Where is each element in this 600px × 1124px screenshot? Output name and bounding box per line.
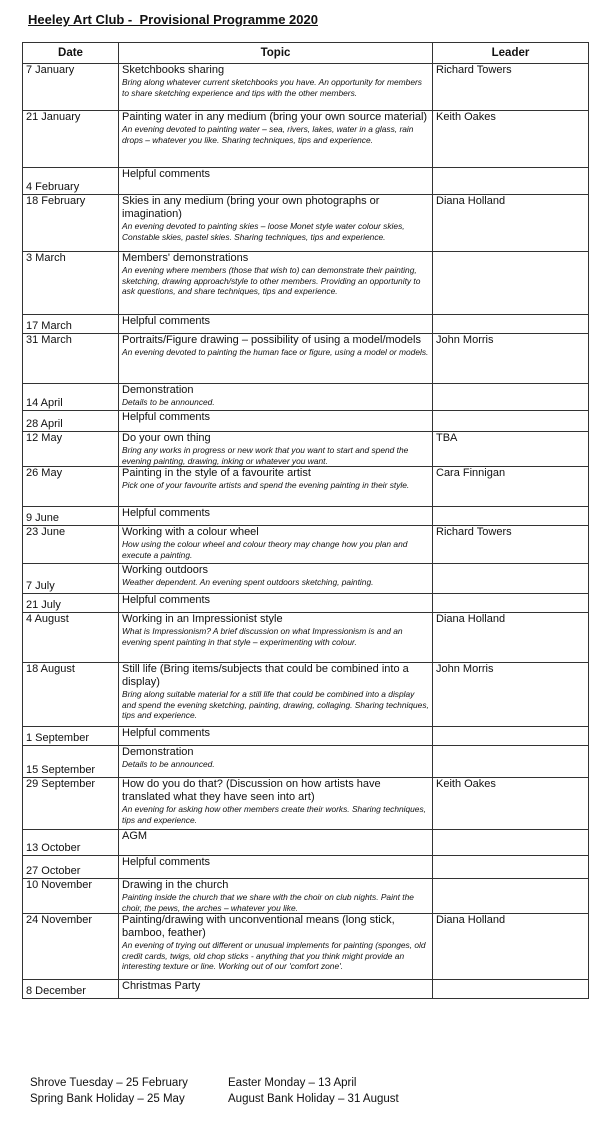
session-leader: John Morris xyxy=(433,334,589,384)
session-leader xyxy=(433,411,589,432)
topic-description: An evening for asking how other members create their works. Sharing techniques, tips and experience. xyxy=(122,804,426,825)
topic-title: Painting water in any medium (bring your own source material) xyxy=(122,111,428,123)
topic-title: Helpful comments xyxy=(122,507,211,519)
session-topic xyxy=(119,879,433,914)
session-date: 9 June xyxy=(23,507,119,526)
table-row xyxy=(23,195,589,252)
session-date: 1 September xyxy=(23,727,119,746)
session-leader xyxy=(433,252,589,315)
session-date: 12 May xyxy=(23,432,119,467)
session-leader xyxy=(433,980,589,999)
session-topic xyxy=(119,663,433,727)
topic-title: How do you do that? (Discussion on how artists have translated what they have seen into art) xyxy=(122,778,381,803)
session-leader xyxy=(433,727,589,746)
topic-title: Helpful comments xyxy=(122,411,211,423)
session-topic xyxy=(119,856,433,879)
topic-title: Demonstration xyxy=(122,746,194,758)
table-row xyxy=(23,64,589,111)
table-row xyxy=(23,334,589,384)
holiday-spring-bank: Spring Bank Holiday – 25 May xyxy=(30,1093,185,1105)
topic-title: Painting in the style of a favourite artist xyxy=(122,467,311,479)
topic-title: Members' demonstrations xyxy=(122,252,249,264)
topic-title: Portraits/Figure drawing – possibility of using a model/models xyxy=(122,334,421,346)
session-topic xyxy=(119,526,433,564)
topic-description: Pick one of your favourite artists and spend the evening painting in their style. xyxy=(122,480,410,490)
session-leader xyxy=(433,168,589,195)
leader-column-header: Leader xyxy=(433,43,589,64)
session-leader: John Morris xyxy=(433,663,589,727)
session-leader xyxy=(433,384,589,411)
session-topic xyxy=(119,613,433,663)
session-leader: Keith Oakes xyxy=(433,111,589,168)
page-title: Heeley Art Club - Provisional Programme 2020 xyxy=(28,12,318,27)
table-row xyxy=(23,384,589,411)
session-topic xyxy=(119,830,433,856)
topic-title: Still life (Bring items/subjects that could be combined into a display) xyxy=(122,663,409,688)
table-row xyxy=(23,663,589,727)
session-date: 4 February xyxy=(23,168,119,195)
table-row xyxy=(23,613,589,663)
topic-title: Skies in any medium (bring your own photographs or imagination) xyxy=(122,195,380,220)
topic-description: An evening devoted to painting water – sea, rivers, lakes, water in a glass, rain drops – whatever you like. Sharing techniques, tips and experience. xyxy=(122,124,414,145)
session-leader: Diana Holland xyxy=(433,613,589,663)
session-date: 21 July xyxy=(23,594,119,613)
session-topic xyxy=(119,727,433,746)
date-column-header: Date xyxy=(23,43,119,64)
table-row xyxy=(23,980,589,999)
table-row xyxy=(23,746,589,778)
topic-description: What is Impressionism? A brief discussion on what Impressionism is and an evening spent painting in that style – experimenting with colour. xyxy=(122,626,403,647)
session-leader xyxy=(433,315,589,334)
session-date: 13 October xyxy=(23,830,119,856)
session-date: 24 November xyxy=(23,914,119,980)
session-leader: Keith Oakes xyxy=(433,778,589,830)
topic-title: Demonstration xyxy=(122,384,194,396)
session-date: 3 March xyxy=(23,252,119,315)
session-leader xyxy=(433,879,589,914)
session-topic xyxy=(119,432,433,467)
topic-title: Drawing in the church xyxy=(122,879,229,891)
table-row xyxy=(23,432,589,467)
session-date: 15 September xyxy=(23,746,119,778)
session-date: 14 April xyxy=(23,384,119,411)
session-topic xyxy=(119,914,433,980)
topic-description: How using the colour wheel and colour theory may change how you plan and execute a painting. xyxy=(122,539,408,560)
topic-description: Painting inside the church that we share with the choir on club nights. Paint the choir, the pews, the arches – whatever you like. xyxy=(122,892,414,913)
session-topic xyxy=(119,111,433,168)
session-leader xyxy=(433,746,589,778)
table-row xyxy=(23,315,589,334)
session-topic xyxy=(119,334,433,384)
table-row xyxy=(23,914,589,980)
topic-title: Do your own thing xyxy=(122,432,211,444)
session-leader xyxy=(433,830,589,856)
session-date: 17 March xyxy=(23,315,119,334)
session-topic xyxy=(119,64,433,111)
table-row xyxy=(23,252,589,315)
table-row xyxy=(23,727,589,746)
session-leader: Richard Towers xyxy=(433,526,589,564)
session-topic xyxy=(119,594,433,613)
topic-description: An evening where members (those that wish to) can demonstrate their painting, sketching, drawing approach/style to other members. Providing an opportunity to ask questions, and share techniques, tips and experience. xyxy=(122,265,421,296)
table-row xyxy=(23,879,589,914)
session-topic xyxy=(119,195,433,252)
session-date: 27 October xyxy=(23,856,119,879)
session-leader xyxy=(433,856,589,879)
session-date: 8 December xyxy=(23,980,119,999)
topic-title: Helpful comments xyxy=(122,856,211,868)
holiday-august-bank: August Bank Holiday – 31 August xyxy=(228,1093,399,1105)
topic-title: Painting/drawing with unconventional means (long stick, bamboo, feather) xyxy=(122,914,395,939)
table-row xyxy=(23,830,589,856)
session-leader xyxy=(433,507,589,526)
session-topic xyxy=(119,746,433,778)
topic-description: Details to be announced. xyxy=(122,397,215,407)
session-date: 21 January xyxy=(23,111,119,168)
session-topic xyxy=(119,467,433,507)
session-date: 29 September xyxy=(23,778,119,830)
session-topic xyxy=(119,252,433,315)
session-leader xyxy=(433,564,589,594)
topic-description: Bring any works in progress or new work that you want to start and spend the evening painting, drawing, inking or whatever you want. xyxy=(122,445,409,466)
holiday-easter-monday: Easter Monday – 13 April xyxy=(228,1077,357,1089)
session-date: 18 February xyxy=(23,195,119,252)
topic-title: Working in an Impressionist style xyxy=(122,613,283,625)
session-leader: TBA xyxy=(433,432,589,467)
session-leader xyxy=(433,594,589,613)
session-leader: Diana Holland xyxy=(433,914,589,980)
table-row xyxy=(23,168,589,195)
table-row xyxy=(23,411,589,432)
topic-description: An evening devoted to painting skies – loose Monet style water colour skies, Constable skies, pastel skies. Sharing techniques, tips and experience. xyxy=(122,221,405,242)
session-topic xyxy=(119,980,433,999)
topic-description: An evening of trying out different or unusual implements for painting (sponges, old credit cards, twigs, old chop sticks - anything that you think might provide an interesting texture or line. Working out of our 'comfort zone'. xyxy=(122,940,426,971)
session-topic xyxy=(119,384,433,411)
table-header-row xyxy=(23,43,589,64)
topic-description: Details to be announced. xyxy=(122,759,215,769)
session-date: 31 March xyxy=(23,334,119,384)
session-date: 4 August xyxy=(23,613,119,663)
session-date: 7 January xyxy=(23,64,119,111)
session-date: 18 August xyxy=(23,663,119,727)
programme-rows xyxy=(23,64,589,999)
session-date: 7 July xyxy=(23,564,119,594)
session-topic xyxy=(119,778,433,830)
topic-column-header: Topic xyxy=(119,43,433,64)
table-row xyxy=(23,856,589,879)
table-row xyxy=(23,594,589,613)
session-leader: Richard Towers xyxy=(433,64,589,111)
topic-title: Helpful comments xyxy=(122,168,211,180)
topic-description: Weather dependent. An evening spent outdoors sketching, painting. xyxy=(122,577,374,587)
topic-title: Helpful comments xyxy=(122,727,211,739)
topic-title: Helpful comments xyxy=(122,315,211,327)
topic-title: Helpful comments xyxy=(122,594,211,606)
topic-description: Bring along suitable material for a still life that could be combined into a display and spend the evening sketching, painting, drawing, collaging. Sharing techniques, tips and experience. xyxy=(122,689,429,720)
table-row xyxy=(23,564,589,594)
topic-title: AGM xyxy=(122,830,148,842)
topic-title: Christmas Party xyxy=(122,980,201,992)
programme-table xyxy=(22,42,589,999)
table-row xyxy=(23,111,589,168)
topic-description: An evening devoted to painting the human face or figure, using a model or models. xyxy=(122,347,429,357)
topic-title: Working with a colour wheel xyxy=(122,526,259,538)
session-date: 23 June xyxy=(23,526,119,564)
session-topic xyxy=(119,315,433,334)
topic-title: Sketchbooks sharing xyxy=(122,64,225,76)
session-topic xyxy=(119,168,433,195)
topic-title: Working outdoors xyxy=(122,564,209,576)
table-row xyxy=(23,778,589,830)
session-date: 10 November xyxy=(23,879,119,914)
session-date: 26 May xyxy=(23,467,119,507)
holiday-shrove-tuesday: Shrove Tuesday – 25 February xyxy=(30,1077,188,1089)
table-row xyxy=(23,467,589,507)
session-topic xyxy=(119,507,433,526)
session-leader: Cara Finnigan xyxy=(433,467,589,507)
session-leader: Diana Holland xyxy=(433,195,589,252)
topic-description: Bring along whatever current sketchbooks you have. An opportunity for members to share sketching experience and tips with the other members. xyxy=(122,77,422,98)
table-row xyxy=(23,526,589,564)
session-date: 28 April xyxy=(23,411,119,432)
table-row xyxy=(23,507,589,526)
session-topic xyxy=(119,564,433,594)
session-topic xyxy=(119,411,433,432)
